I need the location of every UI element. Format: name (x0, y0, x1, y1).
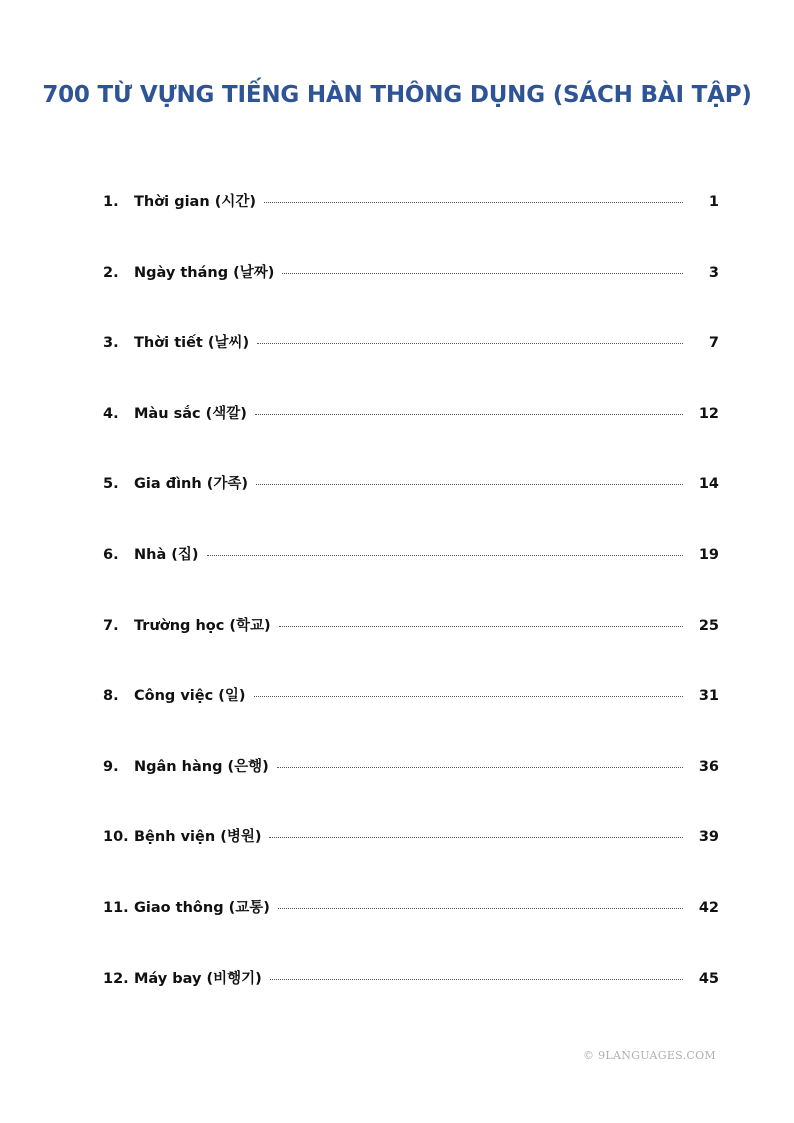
toc-entry[interactable] (103, 896, 719, 967)
toc-entry-label: Ngày tháng (날짜) (134, 264, 275, 281)
toc-entry[interactable] (103, 684, 719, 755)
toc-entry-label: Thời tiết (날씨) (134, 335, 250, 352)
toc-entry[interactable] (103, 543, 719, 614)
toc-entry-label: Trường học (학교) (134, 617, 271, 634)
toc-entry-number: 11. (103, 899, 129, 916)
toc-entry-number: 4. (103, 405, 119, 422)
toc-dot-leader (256, 484, 683, 485)
toc-entry[interactable] (103, 261, 719, 332)
toc-entry-label: Ngân hàng (은행) (134, 758, 269, 775)
toc-entry-number: 3. (103, 335, 119, 352)
toc-entry-label: Máy bay (비행기) (134, 970, 262, 987)
toc-entry-page: 19 (698, 546, 719, 563)
toc-entry-number: 12. (103, 970, 129, 987)
toc-entry[interactable] (103, 825, 719, 896)
toc-entry-page: 39 (698, 829, 719, 846)
toc-entry-number: 7. (103, 617, 119, 634)
toc-entry-number: 8. (103, 688, 119, 705)
toc-entry-number: 9. (103, 758, 119, 775)
document-title: 700 TỪ VỰNG TIẾNG HÀN THÔNG DỤNG (SÁCH BÀI TẬP) (42, 82, 752, 108)
toc-entry-page: 3 (708, 264, 719, 281)
toc-entry-label: Công việc (일) (134, 688, 246, 705)
toc-dot-leader (254, 696, 683, 697)
toc-dot-leader (255, 414, 683, 415)
toc-entry-page: 42 (698, 899, 719, 916)
toc-dot-leader (278, 908, 683, 909)
toc-entry-label: Giao thông (교통) (134, 899, 270, 916)
toc-entry-page: 14 (698, 476, 719, 493)
toc-entry[interactable] (103, 331, 719, 402)
toc-entry[interactable] (103, 190, 719, 261)
toc-entry-page: 1 (708, 194, 719, 210)
toc-dot-leader (269, 837, 683, 838)
toc-entry-label: Bệnh viện (병원) (134, 829, 262, 846)
toc-entry-label: Màu sắc (색깔) (134, 405, 247, 422)
toc-entry[interactable] (103, 967, 719, 1038)
toc-entry-number: 2. (103, 264, 119, 281)
toc-entry-label: Gia đình (가족) (134, 476, 249, 493)
copyright-text: 9LANGUAGES.COM (598, 1049, 716, 1062)
toc-entry-page: 12 (698, 405, 719, 422)
toc-dot-leader (264, 202, 683, 203)
toc-dot-leader (277, 767, 683, 768)
toc-dot-leader (257, 343, 683, 344)
toc-entry-page: 7 (708, 335, 719, 352)
toc-entry-page: 31 (698, 688, 719, 705)
toc-entry-number: 6. (103, 546, 119, 563)
toc-entry-page: 36 (698, 758, 719, 775)
toc-entry-page: 45 (698, 970, 719, 987)
toc-entry-number: 1. (103, 194, 119, 210)
copyright-icon: © (583, 1049, 595, 1062)
toc-entry-page: 25 (698, 617, 719, 634)
toc-entry[interactable] (103, 755, 719, 826)
toc-dot-leader (207, 555, 683, 556)
toc-entry-number: 5. (103, 476, 119, 493)
toc-entry-label: Thời gian (시간) (134, 194, 256, 210)
toc-dot-leader (282, 273, 683, 274)
toc-entry[interactable] (103, 472, 719, 543)
toc-entry[interactable] (103, 614, 719, 685)
toc-dot-leader (270, 979, 683, 980)
toc-entry[interactable] (103, 402, 719, 473)
toc-dot-leader (279, 626, 683, 627)
toc-entry-label: Nhà (집) (134, 546, 199, 563)
toc-entry-number: 10. (103, 829, 129, 846)
table-of-contents (103, 190, 719, 1037)
copyright-footer (583, 1049, 716, 1062)
